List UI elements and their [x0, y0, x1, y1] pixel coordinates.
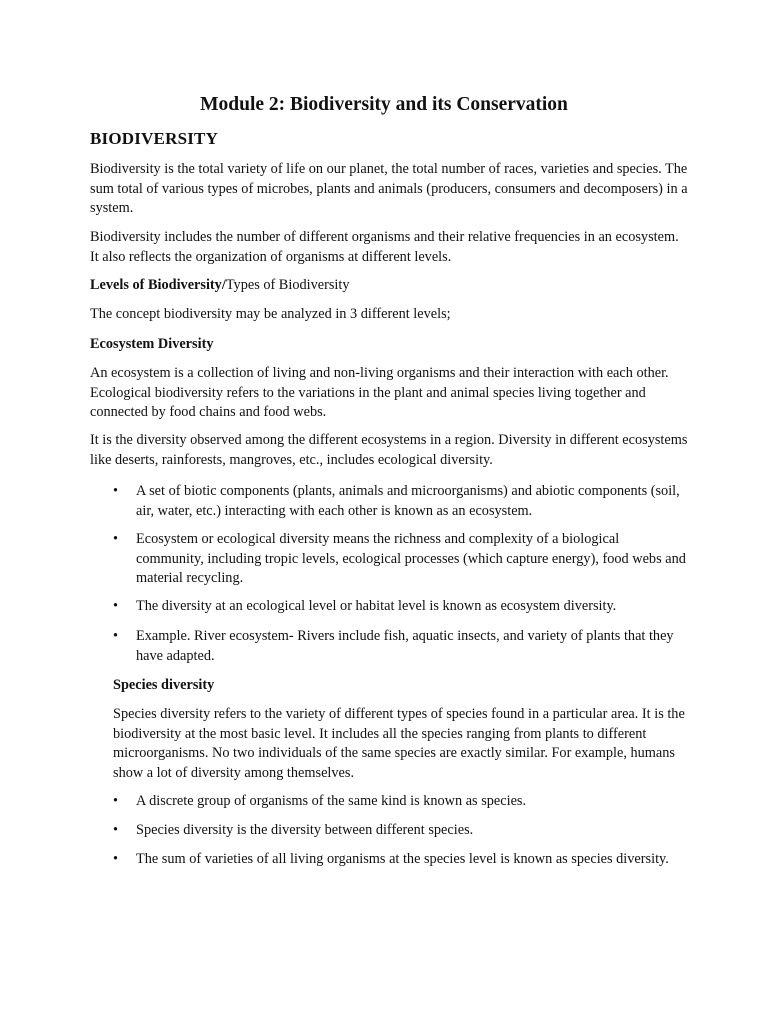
bullet-icon: •: [113, 822, 119, 838]
levels-heading-plain: Types of Biodiversity: [225, 277, 350, 293]
section-heading-biodiversity: BIODIVERSITY: [90, 129, 219, 148]
ecosystem-diversity-heading: Ecosystem Diversity: [90, 336, 214, 352]
list-item: [113, 821, 690, 841]
bullet-text: Ecosystem or ecological diversity means the richness and complexity of a biological community, including tropic levels, ecological processes (which capture energy), food webs and material recycling.: [136, 531, 686, 586]
paragraph-species-definition: Species diversity refers to the variety of different types of species found in a particular area. It is the biodiversity at the most basic level. It includes all the species ranging from plants to different microorganisms. No two individuals of the same species are exactly similar. For example, humans show a lot of diversity among themselves.: [113, 706, 685, 781]
paragraph-definition: Biodiversity is the total variety of life on our planet, the total number of races, varieties and species. The sum total of various types of microbes, plants and animals (producers, consumers and decomposers) in a system.: [90, 161, 688, 216]
bullet-text: Species diversity is the diversity between different species.: [136, 822, 474, 838]
paragraph-includes: Biodiversity includes the number of different organisms and their relative frequencies in an ecosystem. It also reflects the organization of organisms at different levels.: [90, 229, 679, 265]
bullet-icon: •: [113, 531, 119, 547]
list-item: [113, 530, 690, 589]
paragraph-ecosystem-observed: It is the diversity observed among the different ecosystems in a region. Diversity in different ecosystems like deserts, rainforests, mangroves, etc., includes ecological diversity.: [90, 432, 688, 468]
bullet-icon: •: [113, 793, 119, 809]
document-title: Module 2: Biodiversity and its Conservation: [200, 94, 568, 115]
bullet-icon: •: [113, 851, 119, 867]
paragraph-ecosystem-definition: An ecosystem is a collection of living and non-living organisms and their interaction with each other. Ecological biodiversity refers to the variations in the plant and animal species living together and connected by food chains and food webs.: [90, 365, 669, 420]
bullet-text: A set of biotic components (plants, animals and microorganisms) and abiotic components (soil, air, water, etc.) interacting with each other is known as an ecosystem.: [136, 483, 680, 519]
list-item: [113, 850, 690, 870]
bullet-icon: •: [113, 483, 119, 499]
bullet-text: Example. River ecosystem- Rivers include fish, aquatic insects, and variety of plants that they have adapted.: [136, 628, 674, 664]
species-diversity-heading: Species diversity: [113, 677, 215, 693]
paragraph-levels-intro: The concept biodiversity may be analyzed in 3 different levels;: [90, 306, 451, 322]
bullet-icon: •: [113, 628, 119, 644]
bullet-text: A discrete group of organisms of the same kind is known as species.: [136, 793, 527, 809]
bullet-text: The diversity at an ecological level or habitat level is known as ecosystem diversity.: [136, 598, 617, 614]
list-item: [113, 597, 690, 617]
list-item: [113, 627, 690, 666]
bullet-text: The sum of varieties of all living organisms at the species level is known as species diversity.: [136, 851, 669, 867]
list-item: [113, 792, 690, 812]
list-item: [113, 482, 690, 521]
levels-heading: [90, 276, 350, 296]
bullet-icon: •: [113, 598, 119, 614]
levels-heading-bold: Levels of Biodiversity/: [90, 277, 226, 293]
